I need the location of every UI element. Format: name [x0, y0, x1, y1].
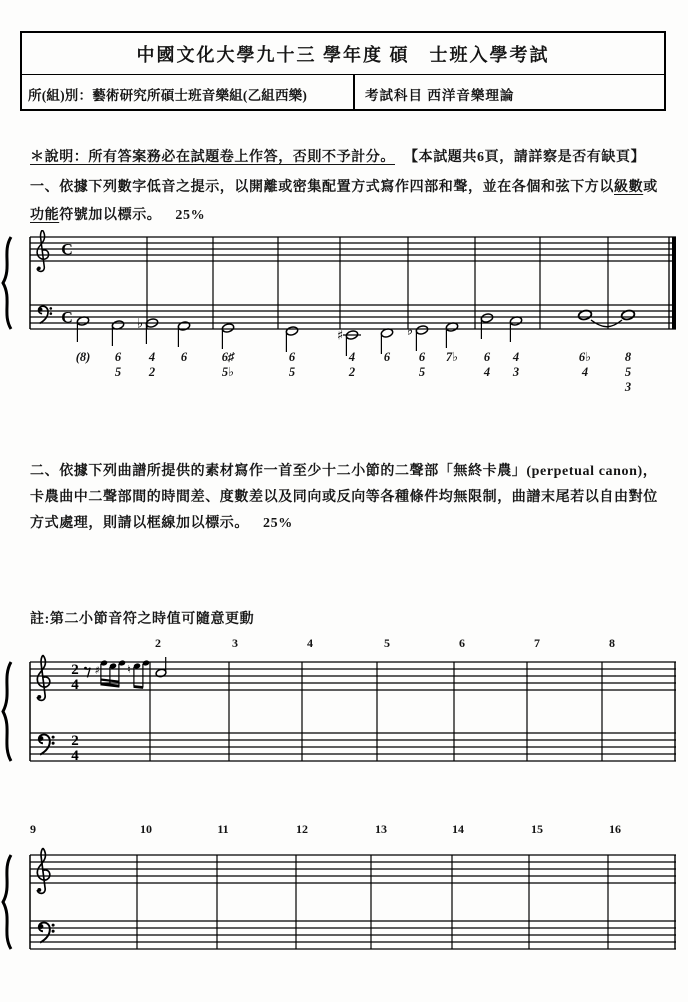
page-title: 中國文化大學九十三 學年度 碩 士班入學考試 [22, 33, 664, 75]
measure-number: 9 [30, 822, 36, 836]
header-box [20, 31, 666, 111]
measure-number: 6 [459, 636, 465, 650]
system-brace [3, 855, 11, 949]
figured-bass-item: (8) [75, 350, 91, 364]
half-note-measure-2 [155, 657, 166, 678]
measure-number: 7 [534, 636, 540, 650]
measure-number: 3 [232, 636, 238, 650]
half-note [177, 321, 190, 347]
question2-line1: 二、依據下列曲譜所提供的素材寫作一首至少十二小節的二聲部「無終卡農」(perpetual canon)， [30, 464, 658, 479]
measure-numbers-9-16 [0, 822, 688, 838]
q2-text-tail: 方式處理，則請以框線加以標示。 [30, 516, 249, 531]
measure-number: 10 [140, 822, 152, 836]
q2-score: 25% [263, 516, 293, 531]
measure-number: 13 [375, 822, 387, 836]
half-note [221, 323, 234, 349]
system-brace [3, 237, 11, 329]
half-note [137, 317, 159, 345]
half-note [111, 320, 124, 346]
accidental: ♯ [336, 328, 344, 344]
measure-number: 4 [307, 636, 313, 650]
svg-text:♯: ♯ [94, 664, 100, 677]
svg-text:♮: ♮ [127, 663, 131, 676]
half-note [407, 324, 429, 352]
figured-bass-item: 6♯ 5♭ [221, 350, 235, 379]
q1-emph-function: 功能 [30, 208, 60, 223]
figured-bass-item: 6♭ 4 [578, 350, 592, 379]
notice-page-count: 【本試題共6頁，請詳察是否有缺頁】 [411, 150, 646, 165]
measure-number: 2 [155, 636, 161, 650]
figured-bass-item: 6 [383, 350, 391, 364]
figured-bass-item: 6 [180, 350, 188, 364]
exam-notice [30, 146, 645, 166]
department-label: 所(組)別：藝術研究所碩士班音樂組(乙組西樂) [22, 75, 355, 111]
q1-emph-degree: 級數 [614, 180, 644, 195]
svg-text:2: 2 [71, 733, 79, 749]
measure-number: 8 [609, 636, 615, 650]
figured-bass-item: 6 5 [288, 350, 296, 379]
figured-bass-row [0, 350, 688, 400]
q1-text: 一、依據下列數字低音之提示，以開離或密集配置方式寫作四部和聲，並在各個和弦下方以 [30, 180, 614, 195]
figured-bass-item: 4 3 [512, 350, 520, 379]
measure-number: 16 [609, 822, 621, 836]
measure-number: 11 [217, 822, 229, 836]
question1-line2 [30, 204, 205, 224]
figured-bass-item: 7♭ [445, 350, 459, 364]
svg-text:4: 4 [71, 677, 79, 693]
figured-bass-item: 4 2 [148, 350, 156, 379]
header-second-row [22, 75, 664, 111]
bass-clef-icon [39, 923, 55, 943]
bass-clef-icon [39, 735, 55, 755]
notice-underlined: ＊說明：所有答案務必在試題卷上作答，否則不予計分。 [30, 150, 395, 165]
grand-staff-system-2 [0, 648, 688, 780]
bass-clef-icon [38, 306, 52, 323]
measure-number: 14 [452, 822, 464, 836]
figured-bass-item: 6 5 [418, 350, 426, 379]
grand-staff-system-1 [0, 230, 688, 358]
measure-number: 5 [384, 636, 390, 650]
q1-score: 25% [175, 208, 206, 223]
figured-bass-item: 6 5 [114, 350, 122, 379]
svg-text:C: C [61, 241, 73, 259]
q1-text-tail: 符號加以標示。 [59, 208, 162, 223]
figured-bass-item: 4 2 [348, 350, 356, 379]
measure-number: 15 [531, 822, 543, 836]
system-brace [3, 662, 11, 761]
accidental: ♭ [406, 323, 414, 339]
treble-clef-icon [37, 230, 48, 271]
grand-staff-system-3 [0, 843, 688, 963]
question2-line3 [30, 512, 293, 532]
question2-line2: 卡農曲中二聲部間的時間差、度數差以及同向或反向等各種條件均無限制，曲譜末尾若以自由對位 [30, 490, 658, 505]
question2-note: 註:第二小節音符之時值可隨意更動 [30, 612, 255, 627]
half-note [445, 322, 458, 348]
accidental: ♭ [136, 316, 144, 332]
measure-number: 12 [296, 822, 308, 836]
half-note [285, 326, 298, 352]
svg-text:4: 4 [71, 748, 79, 764]
figured-bass-item: 8 5 3 [624, 350, 632, 394]
svg-text:2: 2 [71, 662, 79, 678]
q1-or: 或 [643, 180, 658, 195]
svg-text:C: C [61, 309, 73, 327]
question1-line1 [30, 176, 658, 196]
figured-bass-item: 6 4 [483, 350, 491, 379]
subject-label: 考試科目 西洋音樂理論 [365, 88, 515, 103]
